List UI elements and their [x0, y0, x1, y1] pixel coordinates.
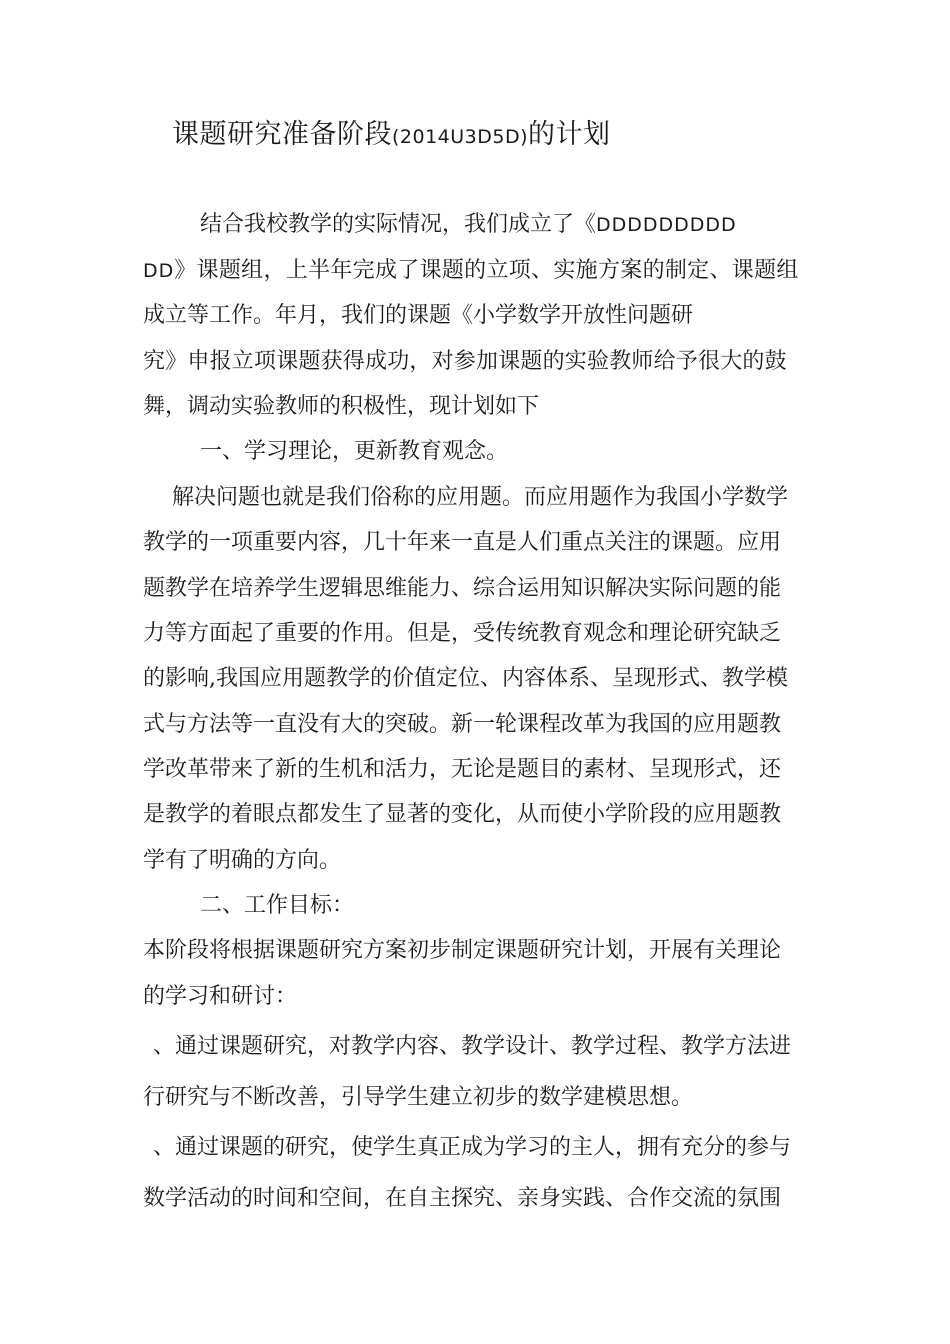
- line-code-text: DD: [143, 260, 175, 282]
- paragraph-line: 究》申报立项课题获得成功，对参加课题的实验教师给予很大的鼓: [143, 349, 787, 374]
- paragraph-line: 本阶段将根据课题研究方案初步制定课题研究计划，开展有关理论: [143, 938, 782, 963]
- paragraph-line: 行研究与不断改善，引导学生建立初步的数学建模思想。: [143, 1085, 694, 1110]
- line-text: 结合我校教学的实际情况，我们成立了《: [200, 212, 597, 237]
- paragraph-line: 的影响,我国应用题教学的价值定位、内容体系、呈现形式、教学模: [143, 666, 788, 691]
- paragraph-line: 、通过课题的研究，使学生真正成为学习的主人，拥有充分的参与: [153, 1135, 792, 1160]
- paragraph-line: 题教学在培养学生逻辑思维能力、综合运用知识解决实际问题的能: [143, 576, 782, 601]
- title-prefix: 课题研究准备阶段: [172, 119, 392, 150]
- paragraph-line: 数学活动的时间和空间，在自主探究、亲身实践、合作交流的氛围: [143, 1186, 782, 1211]
- paragraph-line: 学改革带来了新的生机和活力，无论是题目的素材、呈现形式，还: [143, 757, 782, 782]
- paragraph-line: 式与方法等一直没有大的突破。新一轮课程改革为我国的应用题教: [143, 712, 782, 737]
- paragraph-line: 教学的一项重要内容，几十年来一直是人们重点关注的课题。应用: [143, 530, 782, 555]
- title-suffix: 的计划: [528, 119, 611, 150]
- paragraph-line: [200, 210, 737, 240]
- line-text: 》课题组，上半年完成了课题的立项、实施方案的制定、课题组: [174, 258, 799, 283]
- paragraph-line: 力等方面起了重要的作用。但是，受传统教育观念和理论研究缺乏: [143, 621, 782, 646]
- section-heading: 二、工作目标：: [200, 893, 355, 918]
- paragraph-line: [143, 256, 799, 286]
- paragraph-line: 是教学的着眼点都发生了显著的变化，从而使小学阶段的应用题教: [143, 802, 782, 827]
- paragraph-line: 、通过课题研究，对教学内容、教学设计、教学过程、教学方法进: [153, 1034, 792, 1059]
- section-heading: 一、学习理论，更新教育观念。: [200, 439, 509, 464]
- title-code: (2014U3D5D): [392, 126, 529, 148]
- line-code-text: DDDDDDDDD: [596, 214, 737, 236]
- paragraph-line: 成立等工作。年月，我们的课题《小学数学开放性问题研: [143, 303, 694, 328]
- paragraph-line: 的学习和研讨：: [143, 984, 298, 1009]
- document-title: [172, 112, 611, 151]
- paragraph-line: 舞，调动实验教师的积极性，现计划如下: [143, 394, 540, 419]
- paragraph-line: 学有了明确的方向。: [143, 848, 342, 873]
- paragraph-line: 解决问题也就是我们俗称的应用题。而应用题作为我国小学数学: [172, 485, 789, 510]
